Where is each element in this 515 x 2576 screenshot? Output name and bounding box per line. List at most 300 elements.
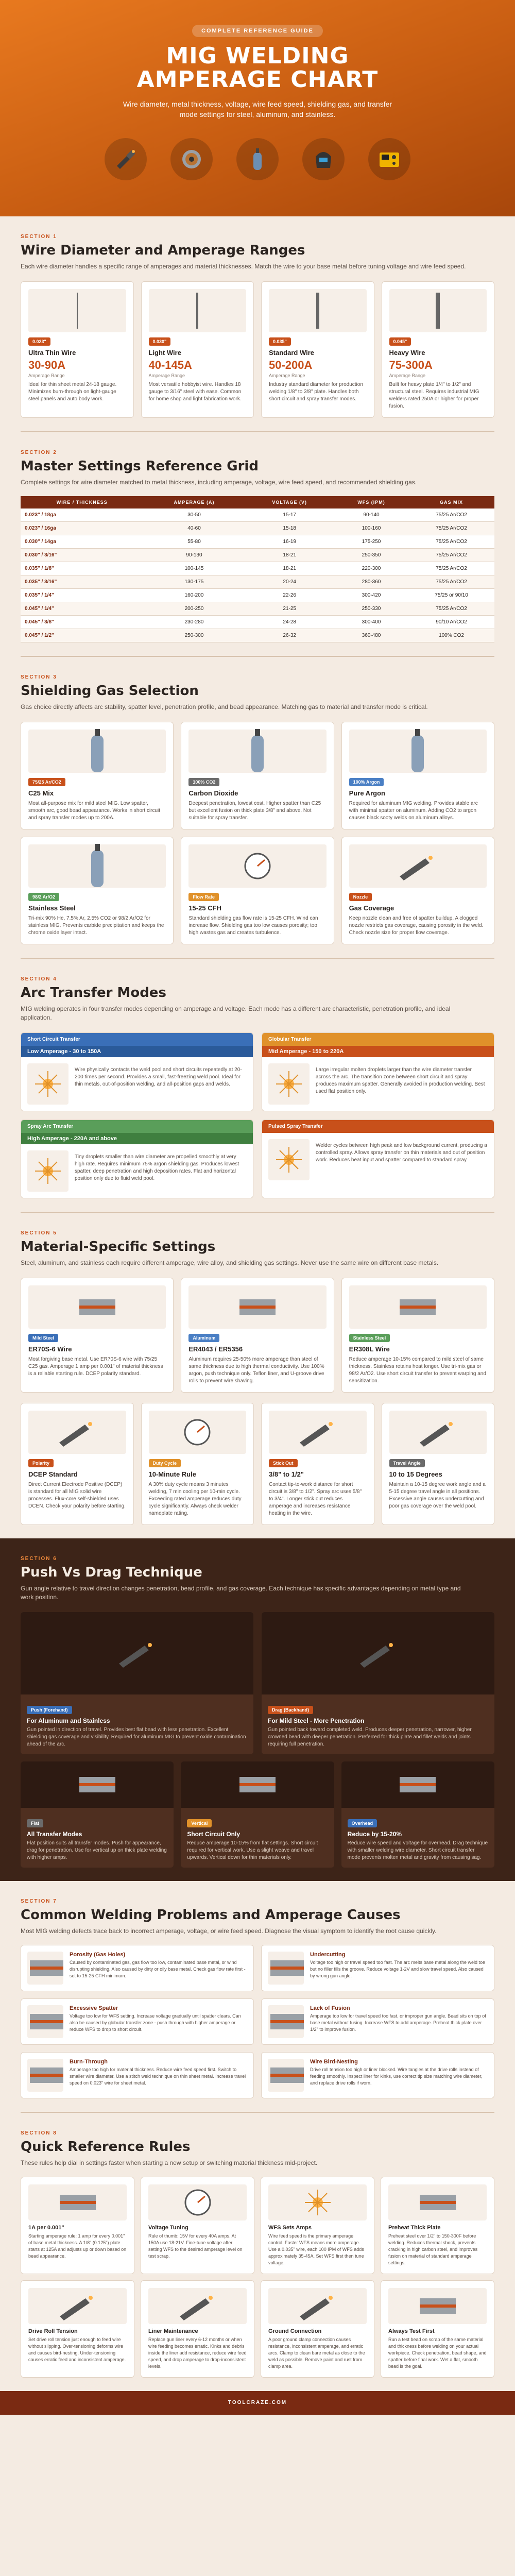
welder-machine-icon xyxy=(368,138,410,180)
transfer-body xyxy=(262,1057,494,1111)
table-cell: 90/10 Ar/CO2 xyxy=(408,616,494,629)
gas-card xyxy=(181,837,334,944)
material-card xyxy=(261,1403,374,1525)
table-cell: 75/25 Ar/CO2 xyxy=(408,509,494,522)
transfer-body xyxy=(21,1144,253,1198)
rule-image-icon xyxy=(148,2288,247,2324)
table-row xyxy=(21,602,494,616)
table-row xyxy=(21,522,494,535)
material-card xyxy=(21,1403,134,1525)
gas-desc: Most all-purpose mix for mild steel MIG. Low spatter, smooth arc, good bead appearance. Works in short circuit and spray transfer modes up to 200A. xyxy=(28,801,161,821)
problem-text xyxy=(310,1952,488,1985)
transfer-desc: Welder cycles between high peak and low background current, producing a controlled spray. Allows spray transfer on thin materials and out of position work. Reduces heat input and spatter compared to standard spray. xyxy=(316,1143,487,1163)
gas-name: Pure Argon xyxy=(349,789,385,797)
table-cell: 250-300 xyxy=(143,629,245,642)
problem-desc: Voltage too low for WFS setting. Increase voltage gradually until spatter clears. Can also be caused by globular transfer zone - push through with higher amperage or reduce WFS to drop to short circuit. xyxy=(70,2013,241,2032)
rule-card xyxy=(21,2177,134,2274)
problem-card xyxy=(21,1945,254,1991)
table-cell: 75/25 or 90/10 xyxy=(408,589,494,602)
defect-image-icon xyxy=(268,1952,304,1985)
title-line1: MIG WELDING xyxy=(166,43,349,69)
gas-tag: 75/25 Ar/CO2 xyxy=(28,778,65,786)
page-title xyxy=(0,44,515,92)
table-cell: 40-60 xyxy=(143,522,245,535)
section-desc: These rules help dial in settings faster when starting a new setup or switching material thickness mid-project. xyxy=(21,2159,318,2166)
position-tag: Vertical xyxy=(187,1819,212,1827)
welding-helmet-icon xyxy=(302,138,345,180)
table-row xyxy=(21,575,494,589)
material-desc: Maintain a 10-15 degree work angle and a 5-15 degree travel angle in all positions. Excessive angle causes undercutting and poor gas coverage over the weld pool. xyxy=(389,1482,486,1509)
gas-tag: 100% CO2 xyxy=(188,778,219,786)
rule-image-icon xyxy=(388,2288,487,2324)
gas-image-icon xyxy=(349,844,487,888)
section-label: SECTION 3 xyxy=(21,674,57,680)
problem-card xyxy=(261,1998,494,2045)
rule-card xyxy=(141,2177,254,2274)
section-title: Master Settings Reference Grid xyxy=(21,459,259,474)
technique-name: For Aluminum and Stainless xyxy=(27,1717,110,1724)
problem-text xyxy=(70,2059,247,2092)
rule-name: Ground Connection xyxy=(268,2328,322,2334)
section-desc: Each wire diameter handles a specific range of amperages and material thicknesses. Match the wire to your base metal before tuning voltage and wire feed speed. xyxy=(21,263,466,270)
table-row xyxy=(21,535,494,549)
transfer-title: Spray Arc Transfer xyxy=(21,1120,253,1133)
gas-desc: Deepest penetration, lowest cost. Higher spatter than C25 but excellent fusion on thick plate 3/8" and above. Not suitable for spray transfer. xyxy=(188,801,321,821)
hero-pill: COMPLETE REFERENCE GUIDE xyxy=(192,25,323,37)
table-cell: 75/25 Ar/CO2 xyxy=(408,575,494,589)
problem-name: Burn-Through xyxy=(70,2059,108,2065)
material-tag: Stick Out xyxy=(269,1459,298,1467)
material-image-icon xyxy=(389,1411,487,1454)
material-image-icon xyxy=(28,1285,166,1329)
technique-image-icon xyxy=(262,1612,494,1694)
gas-card xyxy=(21,722,174,829)
position-card xyxy=(341,1761,494,1868)
material-image-icon xyxy=(188,1285,326,1329)
section-label: SECTION 2 xyxy=(21,450,57,455)
problem-name: Excessive Spatter xyxy=(70,2005,118,2011)
defect-image-icon xyxy=(27,2005,63,2038)
wire-desc: Ideal for thin sheet metal 24-18 gauge. Minimizes burn-through on light-gauge steel panels and auto body work. xyxy=(28,382,117,402)
position-desc: Reduce amperage 10-15% from flat settings. Short circuit required for vertical work. Use a slight weave and travel upwards. Vertical down for thin materials only. xyxy=(187,1840,318,1860)
gas-tag: Flow Rate xyxy=(188,893,219,901)
problem-name: Wire Bird-Nesting xyxy=(310,2059,358,2065)
material-name: DCEP Standard xyxy=(28,1470,78,1478)
material-tag: Mild Steel xyxy=(28,1334,58,1342)
table-cell: 360-480 xyxy=(334,629,408,642)
table-cell: 130-175 xyxy=(143,575,245,589)
wire-desc: Built for heavy plate 1/4" to 1/2" and structural steel. Requires industrial MIG welders rated 250A or higher for proper fusion. xyxy=(389,382,479,409)
table-cell: 0.035" / 3/16" xyxy=(21,575,143,589)
gas-card xyxy=(341,837,494,944)
table-header: GAS MIX xyxy=(408,496,494,509)
wire-desc: Most versatile hobbyist wire. Handles 18 gauge to 3/16" steel with ease. Common for home shop and light fabrication work. xyxy=(148,382,242,402)
wire-tag: 0.035" xyxy=(269,337,291,346)
gas-image-icon xyxy=(188,844,326,888)
material-image-icon xyxy=(28,1411,126,1454)
problem-text xyxy=(310,2005,488,2038)
position-desc: Reduce wire speed and voltage for overhead. Drag technique with smaller welding wire diameter. Short circuit transfer mode prevents molten metal and gravity from causing sag. xyxy=(347,1840,488,1860)
wire-image-icon xyxy=(149,289,247,332)
technique-name: For Mild Steel - More Penetration xyxy=(268,1717,365,1724)
defect-image-icon xyxy=(268,2059,304,2092)
table-cell: 26-32 xyxy=(245,629,334,642)
wire-tag: 0.045" xyxy=(389,337,411,346)
wire-amps: 40-145A xyxy=(148,359,192,371)
rule-name: Preheat Thick Plate xyxy=(388,2225,441,2231)
material-card xyxy=(181,1278,334,1393)
section-quick-rules xyxy=(0,2113,515,2391)
hero-subtitle: Wire diameter, metal thickness, voltage, wire feed speed, shielding gas, and transfer mode settings for steel, aluminum, and stainless. xyxy=(123,100,392,118)
table-cell: 15-17 xyxy=(245,509,334,522)
gas-card xyxy=(21,837,174,944)
table-cell: 0.023" / 18ga xyxy=(21,509,143,522)
material-image-icon xyxy=(269,1411,367,1454)
wire-card xyxy=(141,281,254,418)
gas-tag: 100% Argon xyxy=(349,778,384,786)
position-desc: Flat position suits all transfer modes. Push for appearance, drag for penetration. Use for vertical up on thick plate welding with higher amps. xyxy=(27,1840,167,1860)
section-desc: MIG welding operates in four transfer modes depending on amperage and voltage. Each mode has a different arc characteristic, penetration profile, and ideal application. xyxy=(21,1005,451,1021)
table-cell: 0.045" / 1/2" xyxy=(21,629,143,642)
rule-card xyxy=(381,2280,494,2378)
table-row xyxy=(21,509,494,522)
arc-icon xyxy=(268,1063,310,1105)
gas-tag: 98/2 Ar/O2 xyxy=(28,893,59,901)
wire-amps: 50-200A xyxy=(269,359,313,371)
position-name: Short Circuit Only xyxy=(187,1831,241,1838)
table-row xyxy=(21,562,494,575)
defect-image-icon xyxy=(27,1952,63,1985)
table-cell: 18-21 xyxy=(245,562,334,575)
material-card xyxy=(21,1278,174,1393)
rule-card xyxy=(21,2280,134,2378)
problem-name: Undercutting xyxy=(310,1952,346,1958)
technique-card xyxy=(21,1612,253,1754)
technique-tag: Drag (Backhand) xyxy=(268,1706,313,1714)
problem-desc: Drive roll tension too high or liner blocked. Wire tangles at the drive rolls instead of feeding smoothly. Inspect liner for kinks, use correct tip size matching wire diameter, and replace drive rolls if worn. xyxy=(310,2067,483,2086)
position-card xyxy=(21,1761,174,1868)
material-name: ER70S-6 Wire xyxy=(28,1345,72,1353)
defect-image-icon xyxy=(268,2005,304,2038)
section-desc: Complete settings for wire diameter matched to metal thickness, including amperage, voltage, wire feed speed, and recommended shielding gas. xyxy=(21,479,417,486)
gas-cylinder-icon xyxy=(236,138,279,180)
section-title: Quick Reference Rules xyxy=(21,2139,191,2155)
table-header: AMPERAGE (A) xyxy=(143,496,245,509)
table-cell: 75/25 Ar/CO2 xyxy=(408,549,494,562)
table-cell: 90-140 xyxy=(334,509,408,522)
section-label: SECTION 5 xyxy=(21,1230,57,1236)
material-card xyxy=(382,1403,495,1525)
section-label: SECTION 8 xyxy=(21,2130,57,2136)
section-label: SECTION 6 xyxy=(21,1556,57,1562)
transfer-card xyxy=(21,1120,253,1198)
wire-card xyxy=(261,281,374,418)
position-image-icon xyxy=(21,1761,174,1808)
transfer-range: Mid Amperage - 150 to 220A xyxy=(262,1046,494,1057)
section-title: Wire Diameter and Amperage Ranges xyxy=(21,243,305,258)
problem-desc: Amperage too low for travel speed too fast, or improper gun angle. Bead sits on top of base metal without fusing. Increase WFS to add amperage. Preheat thick plate over 1/2" to improve fusion. xyxy=(310,2013,486,2032)
technique-tag: Push (Forehand) xyxy=(27,1706,72,1714)
rule-desc: Starting amperage rule: 1 amp for every 0.001" of base metal thickness. A 1/8" (0.125") plate starts at 125A and adjusts up or down based on bead appearance. xyxy=(28,2233,127,2259)
material-tag: Polarity xyxy=(28,1459,54,1467)
problem-card xyxy=(21,1998,254,2045)
material-card xyxy=(341,1278,494,1393)
section-title: Common Welding Problems and Amperage Causes xyxy=(21,1907,401,1923)
table-row xyxy=(21,549,494,562)
material-desc: Direct Current Electrode Positive (DCEP) is standard for all MIG solid wire processes. Flux-core self-shielded uses DCEN. Check your polarity before starting. xyxy=(28,1482,126,1509)
table-cell: 300-420 xyxy=(334,589,408,602)
table-cell: 0.045" / 1/4" xyxy=(21,602,143,616)
transfer-body xyxy=(262,1133,494,1187)
wire-image-icon xyxy=(28,289,126,332)
position-text xyxy=(21,1808,174,1868)
problem-text xyxy=(310,2059,488,2092)
material-desc: Most forgiving base metal. Use ER70S-6 wire with 75/25 C25 gas. Amperage 1 amp per 0.001" of material thickness is a reliable starting rule. DCEP polarity standard. xyxy=(28,1357,163,1377)
gas-tag: Nozzle xyxy=(349,893,372,901)
table-cell: 18-21 xyxy=(245,549,334,562)
material-tag: Travel Angle xyxy=(389,1459,425,1467)
wire-name: Light Wire xyxy=(148,349,181,357)
wire-amps: 75-300A xyxy=(389,359,433,371)
section-label: SECTION 4 xyxy=(21,976,57,982)
table-cell: 90-130 xyxy=(143,549,245,562)
section-settings-grid xyxy=(0,432,515,656)
mig-gun-icon xyxy=(105,138,147,180)
table-cell: 300-400 xyxy=(334,616,408,629)
position-name: Reduce by 15-20% xyxy=(347,1831,402,1838)
gas-name: Gas Coverage xyxy=(349,904,394,912)
section-material-settings xyxy=(0,1213,515,1538)
technique-desc: Gun pointed back toward completed weld. Produces deeper penetration, narrower, higher crowned bead with deeper penetration. Preferred for thick plate and fillet welds and joints requiring full penetration. xyxy=(268,1727,472,1747)
table-row xyxy=(21,629,494,642)
material-tag: Stainless Steel xyxy=(349,1334,390,1342)
wire-tag: 0.023" xyxy=(28,337,50,346)
wire-card xyxy=(21,281,134,418)
transfer-title: Globular Transfer xyxy=(262,1033,494,1046)
material-desc: A 30% duty cycle means 3 minutes welding, 7 min cooling per 10-min cycle. Exceeding rated amperage reduces duty cycle significantly. Always check welder nameplate rating. xyxy=(148,1482,242,1516)
transfer-card xyxy=(262,1032,494,1111)
table-cell: 55-80 xyxy=(143,535,245,549)
material-name: 10 to 15 Degrees xyxy=(389,1470,442,1478)
gas-card xyxy=(181,722,334,829)
section-problems xyxy=(0,1881,515,2112)
rule-image-icon xyxy=(28,2288,127,2324)
rule-card xyxy=(261,2280,374,2378)
section-desc: Most MIG welding defects trace back to incorrect amperage, voltage, or wire feed speed. Diagnose the visual symptom to identify the root cause quickly. xyxy=(21,1927,437,1935)
rule-desc: Set drive roll tension just enough to feed wire without slipping. Over-tensioning deforms wire and causes bird-nesting. Under-tensioning causes erratic feed and inconsistent amperage. xyxy=(28,2337,126,2362)
rule-name: Drive Roll Tension xyxy=(28,2328,78,2334)
section-transfer-modes xyxy=(0,959,515,1212)
section-title: Arc Transfer Modes xyxy=(21,985,166,1001)
table-cell: 75/25 Ar/CO2 xyxy=(408,602,494,616)
gas-name: Stainless Steel xyxy=(28,904,76,912)
transfer-range: Low Amperage - 30 to 150A xyxy=(21,1046,253,1057)
table-cell: 75/25 Ar/CO2 xyxy=(408,535,494,549)
position-name: All Transfer Modes xyxy=(27,1831,82,1838)
problem-desc: Amperage too high for material thickness. Reduce wire feed speed first. Switch to smaller wire diameter. Use a stitch weld technique on thin sheet metal. Increase travel speed on 0.023" wire for sheet metal. xyxy=(70,2067,246,2086)
wire-amps: 30-90A xyxy=(28,359,66,371)
position-text xyxy=(341,1808,494,1868)
table-cell: 0.030" / 14ga xyxy=(21,535,143,549)
arc-icon xyxy=(268,1139,310,1180)
wire-range-label: Amperage Range xyxy=(28,373,65,378)
position-text xyxy=(181,1808,334,1868)
position-tag: Flat xyxy=(27,1819,43,1827)
rule-image-icon xyxy=(388,2184,487,2221)
wire-image-icon xyxy=(269,289,367,332)
table-cell: 100-145 xyxy=(143,562,245,575)
table-header: WIRE / THICKNESS xyxy=(21,496,143,509)
gas-name: Carbon Dioxide xyxy=(188,789,238,797)
rule-desc: A poor ground clamp connection causes resistance, inconsistent amperage, and erratic arcs. Clamp to clean bare metal as close to the weld as possible. Remove paint and rust from clamp area. xyxy=(268,2337,365,2369)
wire-name: Ultra Thin Wire xyxy=(28,349,76,357)
section-title: Push Vs Drag Technique xyxy=(21,1565,202,1580)
rule-card xyxy=(381,2177,494,2274)
material-desc: Reduce amperage 10-15% compared to mild steel of same thickness. Stainless retains heat longer. Use tri-mix gas or 98/2 Ar/O2. Use short circuit transfer to prevent warping and sensitization. xyxy=(349,1357,486,1384)
transfer-desc: Wire physically contacts the weld pool and short circuits repeatedly at 20-200 times per second. Provides a small, fast-freezing weld pool. Ideal for thin metals, out-of-position welding, and all-position gaps and welds. xyxy=(75,1067,242,1087)
wire-tag: 0.030" xyxy=(149,337,171,346)
section-label: SECTION 7 xyxy=(21,1899,57,1904)
transfer-desc: Large irregular molten droplets larger than the wire diameter transfer across the arc. The transition zone between short circuit and spray produces maximum spatter. Generally avoided in production welding. Best used flat position only. xyxy=(316,1067,485,1094)
problem-desc: Caused by contaminated gas, gas flow too low, contaminated base metal, or wind disrupting shielding. Also caused by dirty or oily base metal. Check gas flow rate first - set to 15-25 CFH minimum. xyxy=(70,1960,246,1978)
rule-desc: Preheat steel over 1/2" to 150-300F before welding. Reduces thermal shock, prevents cracking in high carbon steel, and improves fusion on material of standard amperage settings. xyxy=(388,2233,478,2265)
table-cell: 21-25 xyxy=(245,602,334,616)
table-cell: 100-160 xyxy=(334,522,408,535)
section-wire-diameter xyxy=(0,216,515,431)
rule-image-icon xyxy=(148,2184,247,2221)
rule-name: Voltage Tuning xyxy=(148,2225,188,2231)
material-card xyxy=(141,1403,254,1525)
table-cell: 220-300 xyxy=(334,562,408,575)
rule-desc: Rule of thumb: 15V for every 40A amps. At 150A use 18-21V. Fine-tune voltage after setting WFS to the desired amperage level on test scrap. xyxy=(148,2233,243,2259)
table-cell: 30-50 xyxy=(143,509,245,522)
wire-name: Standard Wire xyxy=(269,349,315,357)
wire-spool-icon xyxy=(170,138,213,180)
position-tag: Overhead xyxy=(348,1819,377,1827)
section-title: Shielding Gas Selection xyxy=(21,683,199,699)
rule-name: Always Test First xyxy=(388,2328,435,2334)
wire-name: Heavy Wire xyxy=(389,349,425,357)
table-cell: 160-200 xyxy=(143,589,245,602)
table-cell: 16-19 xyxy=(245,535,334,549)
wire-range-label: Amperage Range xyxy=(269,373,305,378)
rule-desc: Wire feed speed is the primary amperage control. Faster WFS means more amperage. Use a 0.035" wire, each 100 IPM of WFS adds approximately 35-45A. Set WFS first then tune voltage. xyxy=(268,2233,364,2265)
table-cell: 200-250 xyxy=(143,602,245,616)
gas-image-icon xyxy=(28,844,166,888)
gas-image-icon xyxy=(188,730,326,773)
transfer-title: Short Circuit Transfer xyxy=(21,1033,253,1046)
position-image-icon xyxy=(341,1761,494,1808)
table-cell: 250-350 xyxy=(334,549,408,562)
transfer-desc: Tiny droplets smaller than wire diameter are propelled smoothly at very high rate. Requires minimum 75% argon shielding gas. Produces lowest spatter, deep penetration and high deposition rates. Flat and horizontal position only due to fluid weld pool. xyxy=(75,1154,239,1181)
material-name: ER4043 / ER5356 xyxy=(188,1345,243,1353)
material-desc: Contact tip-to-work distance for short circuit is 3/8" to 1/2". Spray arc uses 5/8" to 3/4". Longer stick out reduces amperage and increases resistance heating in the wire. xyxy=(269,1482,362,1516)
technique-image-icon xyxy=(21,1612,253,1694)
table-cell: 0.030" / 3/16" xyxy=(21,549,143,562)
gas-name: 15-25 CFH xyxy=(188,904,221,912)
gas-card xyxy=(341,722,494,829)
material-desc: Aluminum requires 25-50% more amperage than steel of same thickness due to high thermal conductivity. Use 100% argon, push technique only. Teflon liner, and U-groove drive rolls to prevent wire shaving. xyxy=(188,1357,324,1384)
rule-card xyxy=(141,2280,254,2378)
problem-card xyxy=(21,2052,254,2098)
table-cell: 24-28 xyxy=(245,616,334,629)
table-row xyxy=(21,589,494,602)
rule-name: WFS Sets Amps xyxy=(268,2225,312,2231)
gas-desc: Keep nozzle clean and free of spatter buildup. A clogged nozzle restricts gas coverage, causing porosity in the weld. Check nozzle size for proper flow coverage. xyxy=(349,916,484,936)
problem-text xyxy=(70,1952,247,1985)
section-desc: Steel, aluminum, and stainless each require different amperage, wire alloy, and shielding gas settings. Never use the same wire on different base metals. xyxy=(21,1259,439,1266)
wire-range-label: Amperage Range xyxy=(389,373,426,378)
position-card xyxy=(181,1761,334,1868)
problem-card xyxy=(261,2052,494,2098)
technique-text xyxy=(262,1694,494,1754)
problem-desc: Voltage too high or travel speed too fast. The arc melts base metal along the weld toe but no filler fills the groove. Reduce voltage 1-2V and slow travel speed. Also caused by wrong gun angle. xyxy=(310,1960,486,1978)
defect-image-icon xyxy=(27,2059,63,2092)
hero-tools xyxy=(0,138,515,180)
rule-name: Liner Maintenance xyxy=(148,2328,198,2334)
technique-text xyxy=(21,1694,253,1754)
gas-desc: Tri-mix 90% He, 7.5% Ar, 2.5% CO2 or 98/2 Ar/O2 for stainless MIG. Prevents carbide precipitation and keeps the chrome oxide layer intact. xyxy=(28,916,164,936)
arc-icon xyxy=(27,1150,68,1192)
problem-text xyxy=(70,2005,247,2038)
transfer-card xyxy=(262,1120,494,1198)
table-cell: 22-26 xyxy=(245,589,334,602)
transfer-title: Pulsed Spray Transfer xyxy=(262,1120,494,1133)
rule-desc: Replace gun liner every 6-12 months or when wire feeding becomes erratic. Kinks and debris inside the liner add resistance, reduce wire feed speed, and drop amperage to drop-inconsistent levels. xyxy=(148,2337,247,2369)
title-line2: AMPERAGE CHART xyxy=(136,66,379,93)
table-cell: 75/25 Ar/CO2 xyxy=(408,522,494,535)
section-title: Material-Specific Settings xyxy=(21,1239,216,1255)
table-cell: 0.023" / 16ga xyxy=(21,522,143,535)
rule-name: 1A per 0.001" xyxy=(28,2225,64,2231)
problem-card xyxy=(261,1945,494,1991)
hero xyxy=(0,0,515,216)
transfer-body xyxy=(21,1057,253,1111)
table-row xyxy=(21,616,494,629)
material-name: 10-Minute Rule xyxy=(148,1470,196,1478)
technique-card xyxy=(262,1612,494,1754)
table-cell: 0.045" / 3/8" xyxy=(21,616,143,629)
section-desc: Gun angle relative to travel direction changes penetration, bead profile, and gas coverage. Each technique has specific advantages depending on metal type and work position. xyxy=(21,1585,461,1601)
table-cell: 0.035" / 1/4" xyxy=(21,589,143,602)
table-header: VOLTAGE (V) xyxy=(245,496,334,509)
technique-desc: Gun pointed in direction of travel. Provides best flat bead with less penetration. Excellent shielding gas coverage and visibility. Required for aluminum MIG to prevent oxide contamination ahead of the arc. xyxy=(27,1727,246,1747)
gas-image-icon xyxy=(28,730,166,773)
gas-desc: Required for aluminum MIG welding. Provides stable arc with minimal spatter on aluminum. Adding CO2 to argon causes black sooty welds on aluminum alloys. xyxy=(349,801,478,821)
settings-table xyxy=(21,496,494,642)
table-cell: 230-280 xyxy=(143,616,245,629)
footer: TOOLCRAZE.COM xyxy=(0,2391,515,2415)
section-shielding-gas xyxy=(0,657,515,958)
transfer-range: High Amperage - 220A and above xyxy=(21,1133,253,1144)
gas-desc: Standard shielding gas flow rate is 15-25 CFH. Wind can increase flow. Shielding gas too low causes porosity; too high wastes gas and creates turbulence. xyxy=(188,916,318,936)
wire-card xyxy=(382,281,495,418)
rule-desc: Run a test bead on scrap of the same material and thickness before welding on your actual workpiece. Check penetration, bead shape, and spatter before final work. Wet a flat, smooth bead is the goal. xyxy=(388,2337,487,2369)
table-cell: 250-330 xyxy=(334,602,408,616)
position-image-icon xyxy=(181,1761,334,1808)
section-push-drag xyxy=(0,1538,515,1881)
table-cell: 20-24 xyxy=(245,575,334,589)
problem-name: Porosity (Gas Holes) xyxy=(70,1952,126,1958)
wire-range-label: Amperage Range xyxy=(148,373,185,378)
table-cell: 75/25 Ar/CO2 xyxy=(408,562,494,575)
problem-name: Lack of Fusion xyxy=(310,2005,350,2011)
rule-image-icon xyxy=(268,2288,367,2324)
rule-card xyxy=(261,2177,374,2274)
table-cell: 280-360 xyxy=(334,575,408,589)
gas-image-icon xyxy=(349,730,487,773)
rule-image-icon xyxy=(28,2184,127,2221)
